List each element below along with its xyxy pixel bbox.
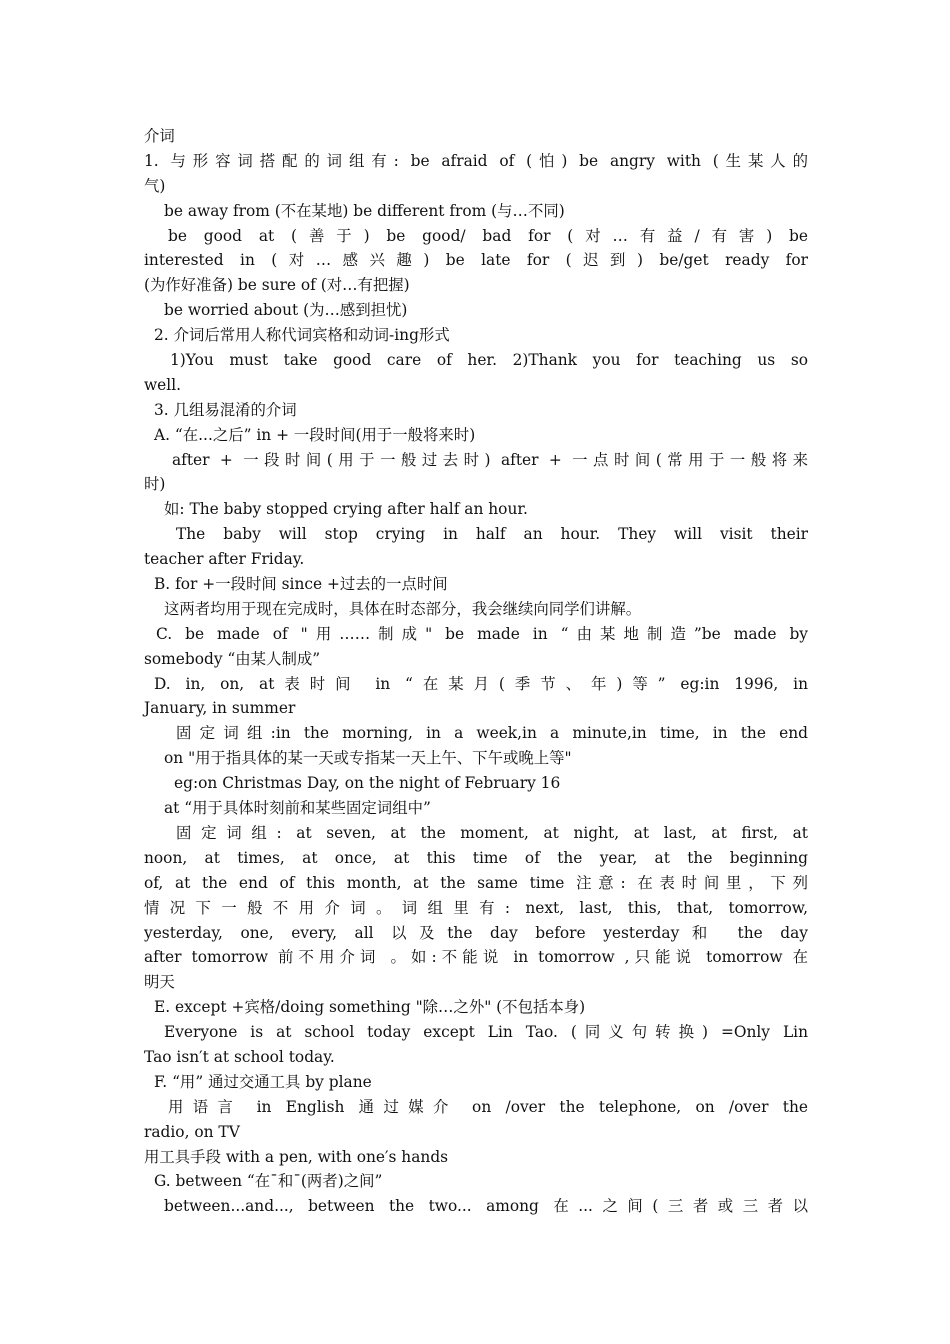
text-line: 气) — [144, 176, 166, 195]
text-line: yesterday, one, every, all 以及the day before yesterday和 the day — [144, 923, 808, 942]
text-line: C. be made of "用……制成" be made in “由某地制造”be made by — [156, 624, 808, 643]
text-line: G. between “在¯和¯(两者)之间” — [154, 1172, 383, 1191]
text-line: 明天 — [144, 973, 175, 992]
text-line: after tomorrow 前不用介词 。如:不能说 in tomorrow ,只能说 tomorrow 在 — [144, 948, 808, 967]
text-line: be away from (不在某地) be different from (与…不同) — [164, 201, 565, 220]
text-line: The baby will stop crying in half an hour. They will visit their — [176, 525, 808, 544]
text-line: January, in summer — [144, 699, 296, 718]
text-line: 3. 几组易混淆的介词 — [154, 400, 297, 419]
document-page — [144, 124, 808, 1219]
text-line: 固定词组: at seven, at the moment, at night, at last, at first, at — [176, 823, 808, 842]
text-line: 介词 — [144, 127, 175, 145]
text-line: at “用于具体时刻前和某些固定词组中” — [164, 799, 431, 818]
text-line: D. in, on, at表时间 in “在某月(季节、年)等” eg:in 1996, in — [154, 674, 808, 693]
text-line: B. for +一段时间 since +过去的一点时间 — [154, 575, 448, 594]
text-line: 用语言 in English 通过媒介 on /over the telephone, on /over the — [168, 1097, 808, 1116]
text-line: noon, at times, at once, at this time of the year, at the beginning — [144, 848, 808, 867]
text-line: 如: The baby stopped crying after half an hour. — [164, 500, 528, 519]
text-line: F. “用” 通过交通工具 by plane — [154, 1072, 372, 1091]
text-line: Tao isn′t at school today. — [144, 1047, 335, 1066]
text-line: well. — [144, 375, 182, 394]
text-line: (为作好准备) be sure of (对…有把握) — [144, 276, 410, 295]
text-line: Everyone is at school today except Lin Tao. (同义句转换) =Only Lin — [164, 1023, 808, 1042]
text-line: teacher after Friday. — [144, 550, 305, 569]
text-line: 用工具手段 with a pen, with one′s hands — [144, 1147, 449, 1166]
text-line: 固定词组:in the morning, in a week,in a minute,in time, in the end — [176, 724, 808, 743]
text-line: interested in (对…感兴趣) be late for (迟到) be/get ready for — [144, 251, 808, 270]
text-line: 时) — [144, 475, 166, 494]
text-line: somebody “由某人制成” — [144, 649, 321, 668]
text-line: 1. 与形容词搭配的词组有: be afraid of (怕) be angry with (生某人的 — [144, 151, 808, 170]
text-line: A. “在...之后” in + 一段时间(用于一般将来时) — [154, 425, 476, 444]
text-line: radio, on TV — [144, 1122, 240, 1141]
text-line: 2. 介词后常用人称代词宾格和动词-ing形式 — [154, 326, 450, 345]
text-line: between...and..., between the two... among 在...之间(三者或三者以 — [164, 1197, 808, 1216]
text-line: eg:on Christmas Day, on the night of February 16 — [174, 774, 561, 793]
text-line: be good at (善于) be good/ bad for (对…有益/有害) be — [168, 226, 808, 245]
text-line: 这两者均用于现在完成时，具体在时态部分，我会继续向同学们讲解。 — [164, 599, 642, 618]
text-line: after + 一段时间(用于一般过去时) after + 一点时间(常用于一般将来 — [172, 450, 808, 469]
text-line: be worried about (为…感到担忧) — [164, 301, 408, 320]
text-line: 情况下一般不用介词。词组里有: next, last, this, that, tomorrow, — [144, 898, 808, 917]
text-line: 1)You must take good care of her. 2)Thank you for teaching us so — [170, 351, 808, 370]
text-line: E. except +宾格/doing something "除…之外" (不包括本身) — [154, 998, 586, 1017]
text-line: on "用于指具体的某一天或专指某一天上午、下午或晚上等" — [164, 749, 572, 768]
text-line: of, at the end of this month, at the same time 注意: 在表时间里，下列 — [144, 873, 808, 892]
